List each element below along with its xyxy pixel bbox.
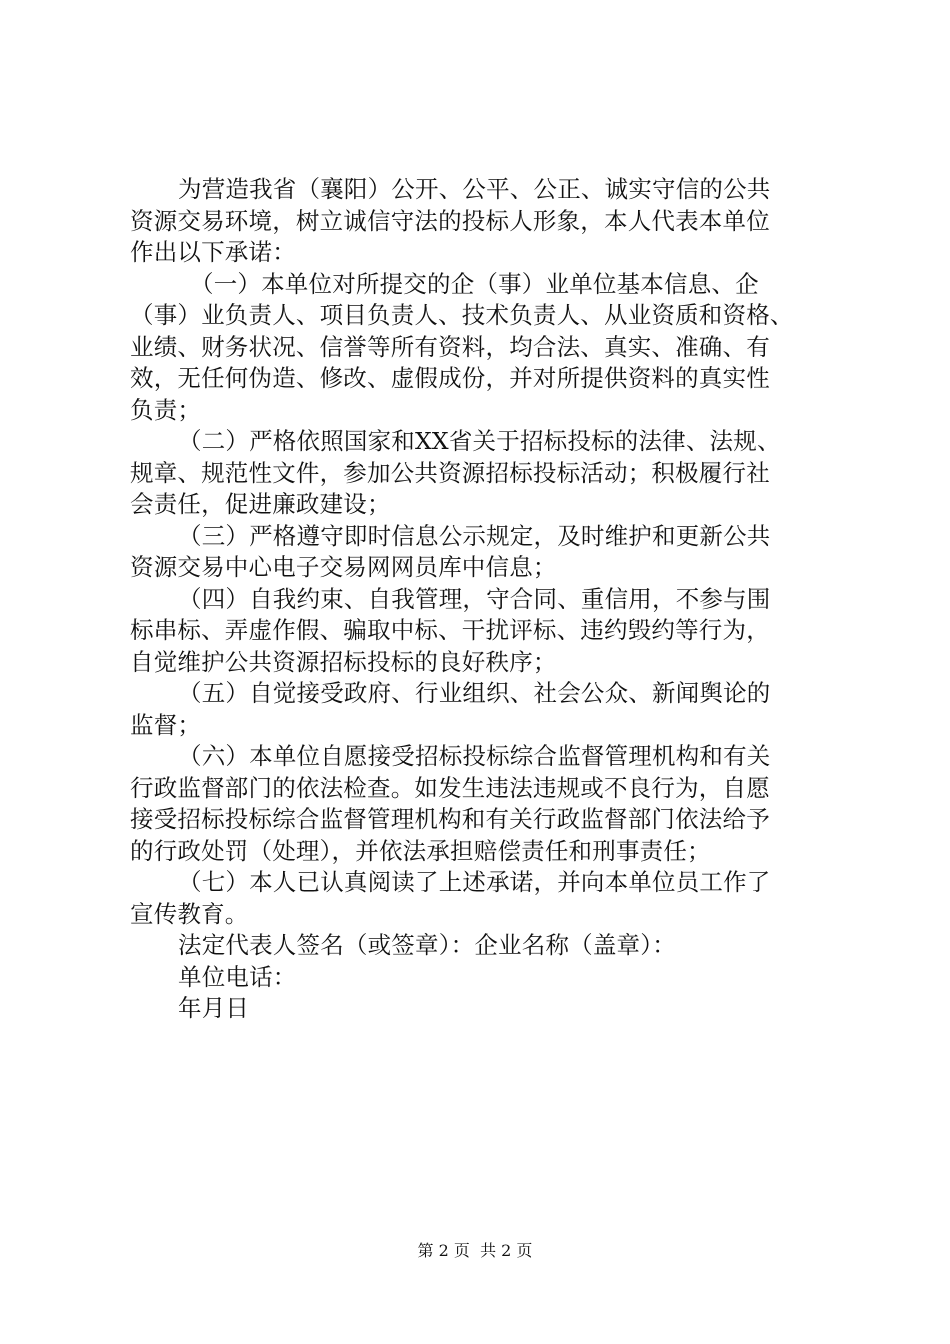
text-line: 会责任，促进廉政建设；: [130, 490, 391, 518]
text-line: 监督；: [130, 710, 202, 739]
text-line: 自觉维护公共资源招标投标的良好秩序；: [130, 647, 557, 676]
text-line: 效，无任何伪造、修改、虚假成份，并对所提供资料的真实性: [130, 364, 770, 392]
text-line: （一）本单位对所提交的企（事）业单位基本信息、企: [190, 269, 759, 298]
text-line: 业绩、财务状况、信誉等所有资料，均合法、真实、准确、有: [130, 332, 770, 361]
text-line: （六）本单位自愿接受招标投标综合监督管理机构和有关: [178, 742, 771, 770]
text-line: 的行政处罚（处理），并依法承担赔偿责任和刑事责任；: [130, 836, 711, 865]
text-line: （二）严格依照国家和XX省关于招标投标的法律、法规、: [178, 427, 781, 455]
text-line: 行政监督部门的依法检查。如发生违法违规或不良行为，自愿: [130, 773, 770, 802]
text-line: 负责；: [130, 395, 202, 424]
text-line: （七）本人已认真阅读了上述承诺，并向本单位员工作了: [178, 868, 771, 896]
text-line: 规章、规范性文件，参加公共资源招标投标活动；积极履行社: [130, 458, 770, 487]
text-line: 资源交易环境，树立诚信守法的投标人形象，本人代表本单位: [130, 206, 770, 235]
text-line: 资源交易中心电子交易网网员库中信息；: [130, 553, 557, 581]
text-line: 法定代表人签名（或签章）：企业名称（盖章）：: [178, 931, 676, 959]
document-body: [130, 174, 850, 1025]
text-line: （四）自我约束、自我管理，守合同、重信用，不参与围: [178, 584, 771, 613]
text-line: 作出以下承诺：: [130, 238, 296, 266]
text-line: （五）自觉接受政府、行业组织、社会公众、新闻舆论的: [178, 679, 771, 707]
text-line: 单位电话：: [178, 962, 297, 991]
text-line: 接受招标投标综合监督管理机构和有关行政监督部门依法给予: [130, 805, 770, 833]
text-line: （三）严格遵守即时信息公示规定，及时维护和更新公共: [178, 521, 771, 550]
text-line: （事）业负责人、项目负责人、技术负责人、从业资质和资格、: [130, 301, 794, 329]
text-line: 年月日: [178, 994, 250, 1022]
page-footer: 第 2 页 共 2 页: [417, 1241, 533, 1260]
text-line: 为营造我省（襄阳）公开、公平、公正、诚实守信的公共: [178, 175, 771, 203]
text-line: 宣传教育。: [130, 899, 249, 928]
text-line: 标串标、弄虚作假、骗取中标、干扰评标、违约毁约等行为，: [130, 616, 770, 644]
